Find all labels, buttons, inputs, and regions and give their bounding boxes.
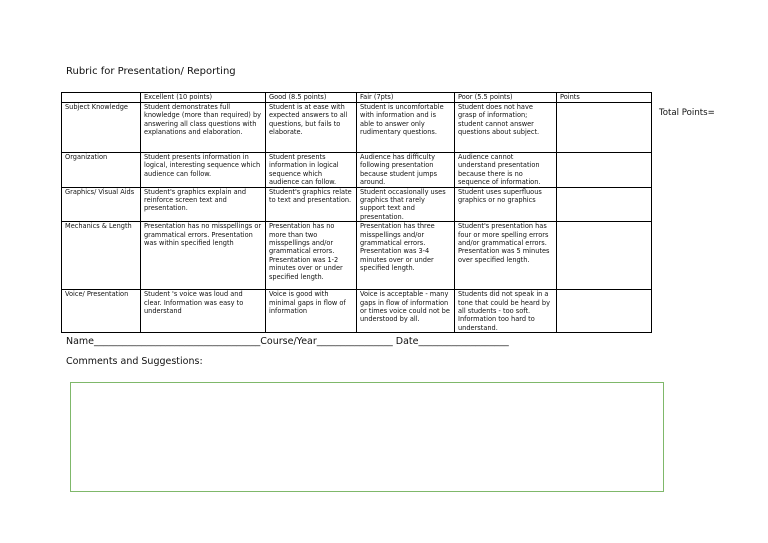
points-cell[interactable] [557, 103, 652, 153]
fair-cell: Audience has difficulty following presentation because student jumps around. [357, 153, 455, 188]
fair-cell: Voice is acceptable - many gaps in flow of information or times voice could not be understood by all. [357, 290, 455, 333]
excellent-cell: Student 's voice was loud and clear. Information was easy to understand [141, 290, 266, 333]
excellent-cell: Student's graphics explain and reinforce screen text and presentation. [141, 187, 266, 222]
fair-cell: Presentation has three misspellings and/or grammatical errors. Presentation was 3-4 minutes over or under specified length. [357, 222, 455, 290]
total-points-label: Total Points= [659, 108, 715, 118]
points-cell[interactable] [557, 153, 652, 188]
name-label: Name [66, 336, 95, 347]
comments-label: Comments and Suggestions: [66, 356, 203, 367]
name-field[interactable]: ___________________________________ [94, 336, 261, 347]
table-row [62, 290, 652, 333]
excellent-cell: Student demonstrates full knowledge (more than required) by answering all class questions with explanations and elaboration. [141, 103, 266, 153]
table-row [62, 103, 652, 153]
header-cell-excellent: Excellent (10 points) [141, 93, 266, 103]
header-cell-criterion [62, 93, 141, 103]
table-row [62, 222, 652, 290]
header-cell-fair: Fair (7pts) [357, 93, 455, 103]
rubric-title: Rubric for Presentation/ Reporting [66, 66, 236, 77]
poor-cell: Students did not speak in a tone that could be heard by all students - too soft. Information too hard to understand. [455, 290, 557, 333]
good-cell: Student's graphics relate to text and presentation. [266, 187, 357, 222]
header-cell-poor: Poor (5.5 points) [455, 93, 557, 103]
rubric-table [61, 92, 652, 333]
excellent-cell: Student presents information in logical, interesting sequence which audience can follow. [141, 153, 266, 188]
poor-cell: Audience cannot understand presentation because there is no sequence of information. [455, 153, 557, 188]
excellent-cell: Presentation has no misspellings or grammatical errors. Presentation was within specified length [141, 222, 266, 290]
poor-cell: Student does not have grasp of information; student cannot answer questions about subject. [455, 103, 557, 153]
header-cell-points: Points [557, 93, 652, 103]
table-row [62, 187, 652, 222]
rubric-header-row [62, 93, 652, 103]
points-cell[interactable] [557, 187, 652, 222]
date-field[interactable]: ___________________ [418, 336, 509, 347]
course-label: Course/Year [260, 336, 317, 347]
points-cell[interactable] [557, 222, 652, 290]
points-cell[interactable] [557, 290, 652, 333]
criterion-cell: Organization [62, 153, 141, 188]
criterion-cell: Mechanics & Length [62, 222, 141, 290]
criterion-cell: Voice/ Presentation [62, 290, 141, 333]
fair-cell: Student is uncomfortable with information and is able to answer only rudimentary questions. [357, 103, 455, 153]
table-row [62, 153, 652, 188]
date-label: Date [392, 336, 419, 347]
poor-cell: Student's presentation has four or more spelling errors and/or grammatical errors. Presentation was 5 minutes over specified length. [455, 222, 557, 290]
poor-cell: Student uses superfluous graphics or no graphics [455, 187, 557, 222]
criterion-cell: Subject Knowledge [62, 103, 141, 153]
fair-cell: Student occasionally uses graphics that rarely support text and presentation. [357, 187, 455, 222]
good-cell: Presentation has no more than two misspellings and/or grammatical errors. Presentation was 1-2 minutes over or under specified length. [266, 222, 357, 290]
good-cell: Student presents information in logical sequence which audience can follow. [266, 153, 357, 188]
header-cell-good: Good (8.5 points) [266, 93, 357, 103]
student-info-line [66, 336, 509, 347]
course-field[interactable]: ________________ [316, 336, 393, 347]
comments-box[interactable] [70, 382, 664, 492]
good-cell: Student is at ease with expected answers to all questions, but fails to elaborate. [266, 103, 357, 153]
good-cell: Voice is good with minimal gaps in flow of information [266, 290, 357, 333]
criterion-cell: Graphics/ Visual Aids [62, 187, 141, 222]
